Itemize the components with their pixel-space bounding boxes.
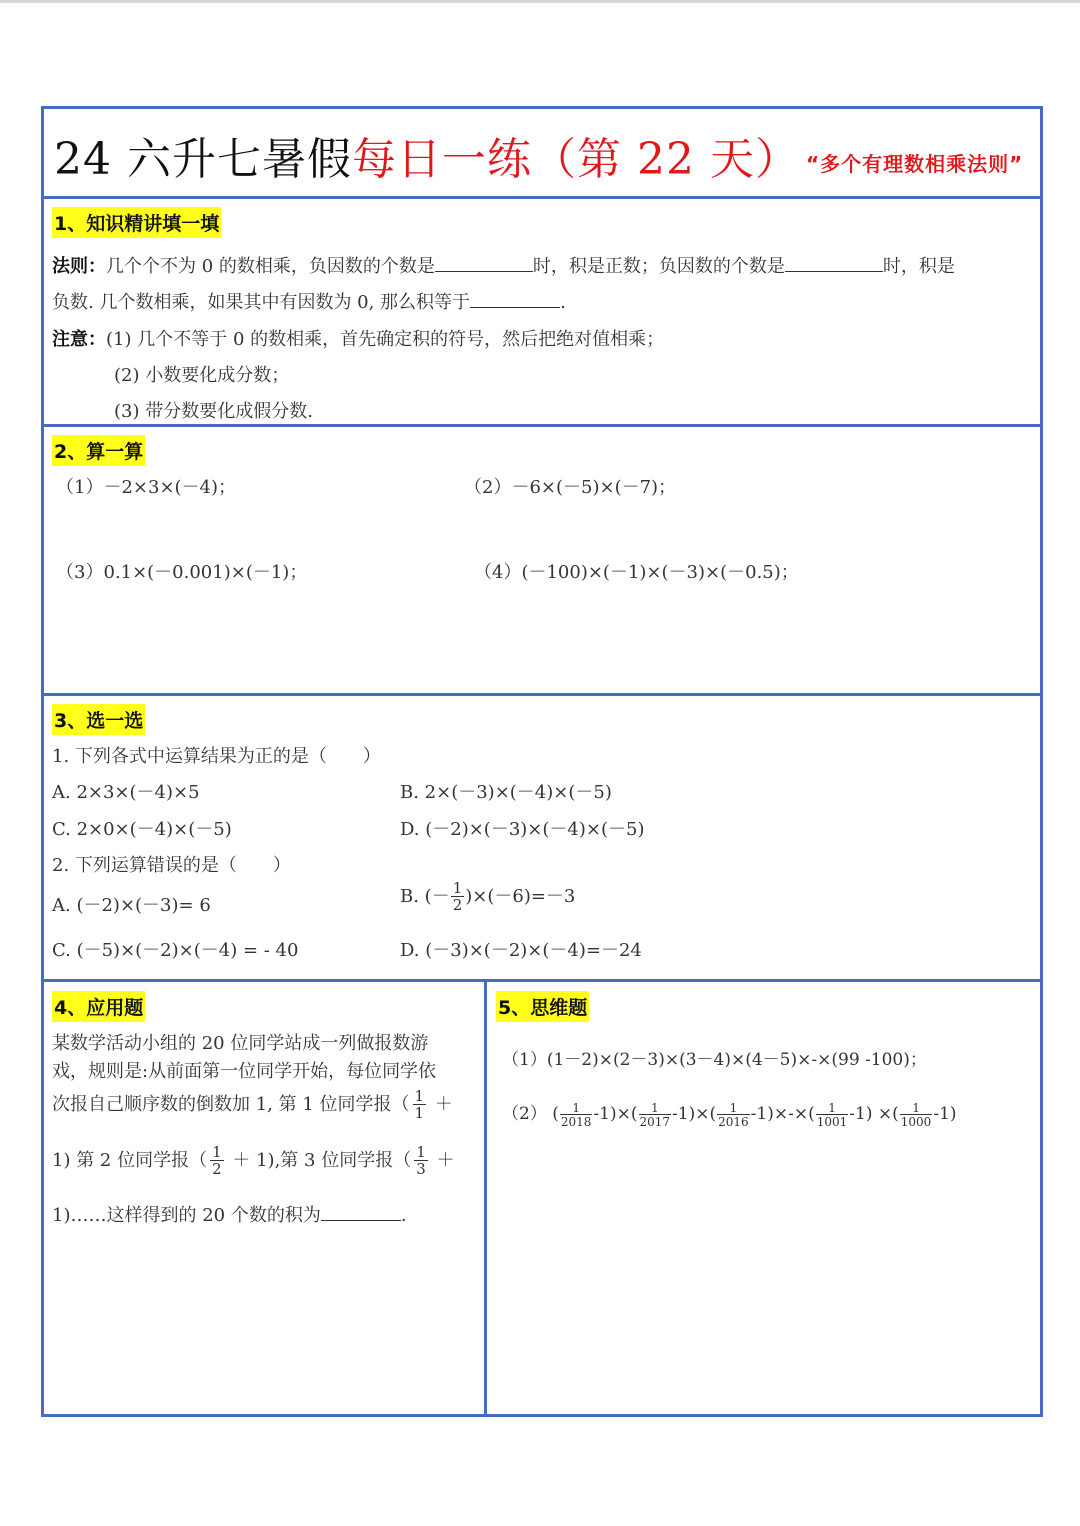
fraction-num: 1 (560, 1102, 593, 1115)
section2-heading: 2、算一算 (52, 435, 145, 466)
plus-sign: ＋ (436, 1150, 455, 1171)
rule-label: 法则： (52, 256, 106, 277)
calc-q4: （4）(－100)×(－1)×(－3)×(－0.5)； (474, 562, 799, 583)
calc-q3: （3）0.1×(－0.001)×(－1)； (56, 562, 308, 583)
title-grade: 24 六升七暑假 (54, 134, 352, 185)
rule-text-b: 时，积是正数；负因数的个数是 (532, 256, 785, 277)
app-line-4-a: 1) 第 2 位同学报（ (52, 1150, 208, 1171)
app-line-4-b: ＋ 1),第 3 位同学报（ (232, 1150, 412, 1171)
title-daily: 每日一练（第 22 天） (351, 134, 800, 185)
fraction-den: 3 (416, 1160, 426, 1178)
q2b-pre: B. (－ (400, 886, 450, 907)
page-title (54, 123, 1023, 187)
fraction-num: 1 (816, 1102, 849, 1115)
note-2: (2) 小数要化成分数； (114, 365, 290, 386)
term-open-paren: ( (552, 1104, 559, 1124)
title-topic: “多个有理数相乘法则” (805, 152, 1024, 176)
fraction-den: 1001 (816, 1114, 848, 1129)
choice-q1-d: D. (－2)×(－3)×(－4)×(－5) (400, 819, 645, 840)
divider (44, 979, 1040, 982)
fraction-num: 1 (900, 1102, 933, 1115)
blank-2[interactable] (785, 255, 883, 272)
choice-q2: 2. 下列运算错误的是（ ） (52, 855, 291, 876)
fraction-num: 1 (414, 1087, 425, 1105)
term-open-paren: ( (709, 1104, 717, 1124)
choice-q1-b: B. 2×(－3)×(－4)×(－5) (400, 782, 612, 803)
term-fraction (717, 1102, 750, 1128)
rule-line-2 (52, 288, 566, 314)
term-fraction (816, 1102, 849, 1128)
app-line-2: 戏，规则是:从前面第一位同学开始，每位同学依 (52, 1061, 437, 1082)
term-close: -1)× (672, 1104, 710, 1124)
app-end: . (400, 1205, 407, 1226)
choice-q2-c: C. (－5)×(－2)×(－4) = - 40 (52, 940, 299, 961)
rule-line-1 (52, 252, 955, 278)
note-line-1 (52, 325, 664, 351)
fraction-1-2 (210, 1145, 224, 1177)
term-fraction (900, 1102, 933, 1128)
app-line-3-text: 次报自己顺序数的倒数加 1, 第 1 位同学报（ (52, 1094, 410, 1115)
fraction-num: 1 (452, 879, 463, 897)
term-close: -1)× (593, 1104, 631, 1124)
worksheet (41, 106, 1043, 1417)
answer-blank[interactable] (321, 1204, 401, 1221)
rule-text-a: 几个个不为 0 的数相乘，负因数的个数是 (106, 256, 435, 277)
choice-q2-a: A. (－2)×(－3)= 6 (52, 895, 211, 916)
rule-end: . (560, 292, 566, 313)
app-line-3 (52, 1089, 453, 1121)
fraction-den: 2016 (718, 1114, 749, 1129)
section3-heading: 3、选一选 (52, 704, 145, 735)
term-open-paren: ( (630, 1104, 638, 1124)
term-close: -1)×-× (750, 1104, 809, 1124)
section1-heading: 1、知识精讲填一填 (52, 207, 221, 238)
calc-q1: （1）－2×3×(－4)； (56, 477, 237, 498)
fraction-den: 2018 (560, 1114, 592, 1129)
choice-q2-b (400, 881, 575, 913)
rule-text-c: 时，积是 (882, 256, 955, 277)
divider (44, 693, 1040, 696)
divider (44, 196, 1040, 199)
fraction-den: 1000 (900, 1114, 932, 1129)
fraction-num: 1 (416, 1143, 426, 1161)
fraction-half (451, 881, 465, 913)
section5-heading: 5、思维题 (496, 991, 589, 1022)
app-line-4 (52, 1145, 454, 1177)
note-label: 注意： (52, 329, 106, 350)
fraction-num: 1 (639, 1102, 672, 1115)
plus-sign: ＋ (434, 1094, 453, 1115)
thinking-q2-label: （2） (502, 1104, 547, 1124)
fraction-num: 1 (212, 1143, 222, 1161)
blank-1[interactable] (435, 255, 533, 272)
term-fraction (560, 1102, 593, 1128)
blank-3[interactable] (470, 291, 560, 308)
fraction-1-1 (413, 1089, 427, 1121)
choice-q1-c: C. 2×0×(－4)×(－5) (52, 819, 232, 840)
choice-q1: 1. 下列各式中运算结果为正的是（ ） (52, 746, 381, 767)
calc-q2: （2）－6×(－5)×(－7)； (464, 477, 677, 498)
q2b-post: )×(－6)=－3 (465, 886, 576, 907)
thinking-q1: （1）(1－2)×(2－3)×(3－4)×(4－5)×-×(99 -100)； (502, 1050, 927, 1070)
term-open-paren: ( (808, 1104, 815, 1124)
fraction-den: 2 (452, 896, 463, 914)
fraction-1-3 (414, 1145, 428, 1177)
term-close: -1) (933, 1104, 957, 1124)
app-line-5-text: 1)……这样得到的 20 个数的积为 (52, 1205, 321, 1226)
note-1: (1) 几个不等于 0 的数相乘，首先确定积的符号，然后把绝对值相乘； (106, 329, 665, 350)
note-3: (3) 带分数要化成假分数. (114, 401, 313, 422)
rule-text-d: 负数. 几个数相乘，如果其中有因数为 0, 那么积等于 (52, 292, 471, 313)
divider (44, 424, 1040, 427)
choice-q2-d: D. (－3)×(－2)×(－4)=－24 (400, 940, 642, 961)
term-close: -1) × (849, 1104, 893, 1124)
app-line-1: 某数学活动小组的 20 位同学站成一列做报数游 (52, 1033, 429, 1054)
top-border-line (0, 0, 1080, 3)
thinking-q2 (502, 1099, 957, 1128)
term-open-paren: ( (892, 1104, 899, 1124)
fraction-den: 1 (414, 1104, 425, 1122)
section4-heading: 4、应用题 (52, 991, 145, 1022)
column-divider (484, 982, 487, 1414)
fraction-num: 1 (717, 1102, 750, 1115)
fraction-den: 2 (212, 1160, 222, 1178)
term-fraction (639, 1102, 672, 1128)
fraction-den: 2017 (639, 1114, 671, 1129)
app-line-5 (52, 1201, 407, 1227)
choice-q1-a: A. 2×3×(－4)×5 (52, 782, 200, 803)
